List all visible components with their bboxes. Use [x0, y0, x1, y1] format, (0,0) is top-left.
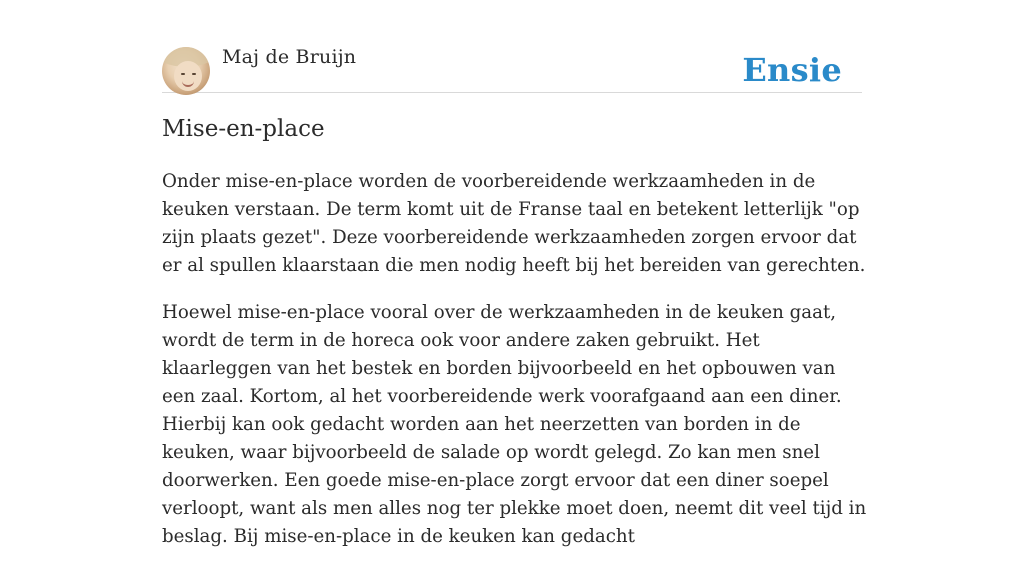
author-name-link[interactable]: Maj de Bruijn	[222, 46, 357, 68]
article-body	[162, 168, 872, 570]
author-avatar[interactable]	[162, 47, 210, 95]
article-paragraph: Onder mise-en-place worden de voorbereidende werkzaamheden in de keuken verstaan. De term komt uit de Franse taal en betekent letterlijk "op zijn plaats gezet". Deze voorbereidende werkzaamheden zorgen ervoor dat er al spullen klaarstaan die men nodig heeft bij het bereiden van gerechten.	[162, 171, 866, 276]
avatar-eye-left	[181, 73, 185, 75]
article-paragraph: Hoewel mise-en-place vooral over de werkzaamheden in de keuken gaat, wordt de term in de horeca ook voor andere zaken gebruikt. Het klaarleggen van het bestek en borden bijvoorbeeld en het opbouwen van een zaal. Kortom, al het voorbereidende werk voorafgaand aan een diner. Hierbij kan ook gedacht worden aan het neerzetten van borden in de keuken, waar bijvoorbeeld de salade op wordt gelegd. Zo kan men snel doorwerken. Een goede mise-en-place zorgt ervoor dat een diner soepel verloopt, want als men alles nog ter plekke moet doen, neemt dit veel tijd in beslag. Bij mise-en-place in de keuken kan gedacht	[162, 302, 867, 547]
header	[162, 0, 862, 93]
page-container	[162, 0, 867, 547]
article-title: Mise-en-place	[162, 116, 325, 142]
ensie-logo-link[interactable]: Ensie	[742, 51, 842, 89]
avatar-eye-right	[192, 73, 196, 75]
